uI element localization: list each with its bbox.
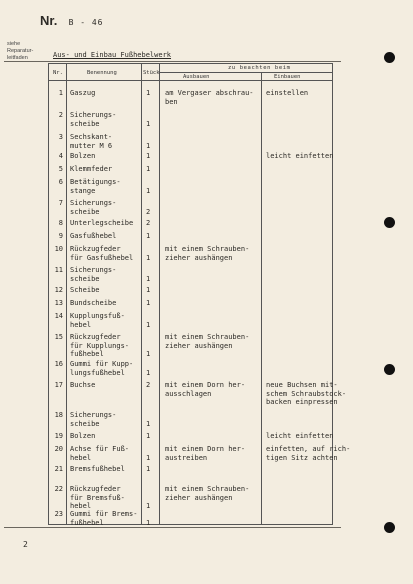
row-quantity: 2 (146, 381, 151, 389)
side-label-line: leitfaden (7, 55, 28, 61)
row-part-name: Bolzen (70, 432, 96, 440)
row-quantity: 1 (146, 419, 151, 428)
row-quantity: 2 (146, 207, 151, 216)
column-header-nr: Nr. (53, 70, 63, 76)
column-header-removal: Ausbauen (183, 74, 210, 80)
row-part-name: Unterlegscheibe (70, 219, 134, 227)
row-number: 18 (54, 411, 63, 419)
row-part-name: für Bremsfuß- (70, 493, 125, 502)
row-part-name: scheibe (70, 207, 100, 216)
row-part-name: hebel (70, 320, 92, 329)
row-part-name: Kupplungsfuß- (70, 312, 125, 320)
page-number-header (40, 13, 103, 28)
punch-hole (384, 522, 395, 533)
row-quantity: 1 (146, 274, 151, 283)
row-number: 16 (54, 360, 63, 368)
column-divider (261, 72, 262, 525)
row-part-name: Achse für Fuß- (70, 445, 130, 453)
row-part-name: hebel (70, 502, 92, 510)
row-part-name: scheibe (70, 119, 100, 128)
side-label-line: siehe (7, 41, 21, 47)
row-removal-note: ben (165, 97, 178, 106)
row-quantity: 1 (146, 502, 151, 510)
row-number: 7 (58, 199, 63, 207)
page-number-footer: 2 (23, 540, 28, 549)
row-number: 22 (54, 485, 63, 493)
row-part-name: Gummi für Brems- (70, 510, 138, 518)
side-label-line: Reparatur- (7, 48, 34, 54)
row-part-name: Rückzugfeder (70, 245, 121, 253)
row-number: 1 (58, 89, 63, 97)
row-number: 4 (58, 152, 63, 160)
row-quantity: 1 (146, 299, 151, 307)
row-part-name: Gasfußhebel (70, 232, 117, 240)
column-header-install: Einbauen (274, 74, 301, 80)
row-quantity: 1 (146, 89, 151, 97)
row-removal-note: mit einem Dorn her- (165, 445, 246, 453)
header-divider (159, 72, 333, 73)
column-header-name: Benennung (87, 70, 117, 76)
row-install-note: tigen Sitz achten (266, 453, 338, 462)
row-number: 3 (58, 133, 63, 141)
row-number: 11 (54, 266, 63, 274)
row-quantity: 1 (146, 186, 151, 195)
row-part-name: für Gasfußhebel (70, 253, 134, 262)
row-part-name: Scheibe (70, 286, 100, 294)
row-quantity: 1 (146, 152, 151, 160)
row-part-name: mutter M 6 (70, 141, 113, 150)
row-part-name: Bundscheibe (70, 299, 117, 307)
row-part-name: für Kupplungs- (70, 341, 130, 350)
row-install-note: einstellen (266, 89, 309, 97)
row-install-note: leicht einfetten (266, 432, 334, 440)
bottom-rule (4, 527, 341, 528)
row-part-name: stange (70, 186, 96, 195)
row-number: 14 (54, 312, 63, 320)
row-number: 9 (58, 232, 63, 240)
row-number: 21 (54, 465, 63, 473)
row-part-name: fußhebel (70, 350, 104, 358)
row-quantity: 1 (146, 432, 151, 440)
row-number: 23 (54, 510, 63, 518)
row-quantity: 1 (146, 141, 151, 150)
row-part-name: Sicherungs- (70, 111, 117, 119)
row-part-name: Sechskant- (70, 133, 113, 141)
row-quantity: 1 (146, 286, 151, 294)
row-removal-note: am Vergaser abschrau- (165, 89, 254, 97)
row-quantity: 1 (146, 368, 151, 377)
column-header-qty: Stück (143, 70, 160, 76)
side-reference-label (7, 41, 33, 62)
punch-hole (384, 364, 395, 375)
column-divider (66, 63, 67, 525)
punch-hole (384, 52, 395, 63)
row-part-name: Sicherungs- (70, 199, 117, 207)
row-removal-note: zieher aushängen (165, 253, 233, 262)
column-divider (141, 63, 142, 525)
row-install-note: schem Schraubstock- (266, 389, 347, 398)
row-number: 12 (54, 286, 63, 294)
row-quantity: 1 (146, 253, 151, 262)
row-quantity: 1 (146, 465, 151, 473)
row-part-name: scheibe (70, 419, 100, 428)
row-part-name: Gummi für Kupp- (70, 360, 134, 368)
row-removal-note: mit einem Schrauben- (165, 333, 250, 341)
row-removal-note: austreiben (165, 453, 208, 462)
row-part-name: Buchse (70, 381, 96, 389)
row-part-name: Betätigungs- (70, 178, 121, 186)
row-part-name: fußhebel (70, 518, 104, 527)
row-quantity: 2 (146, 219, 151, 227)
row-removal-note: mit einem Dorn her- (165, 381, 246, 389)
row-part-name: Rückzugfeder (70, 333, 121, 341)
row-number: 6 (58, 178, 63, 186)
row-number: 17 (54, 381, 63, 389)
column-header-group: zu beachten beim (228, 65, 291, 71)
row-removal-note: ausschlagen (165, 389, 212, 398)
row-part-name: Sicherungs- (70, 266, 117, 274)
section-title: Aus- und Einbau Fußhebelwerk (53, 51, 172, 59)
row-removal-note: mit einem Schrauben- (165, 245, 250, 253)
nr-value: B - 46 (68, 18, 104, 27)
row-part-name: Gaszug (70, 89, 96, 97)
row-quantity: 1 (146, 453, 151, 462)
row-number: 13 (54, 299, 63, 307)
row-part-name: Rückzugfeder (70, 485, 121, 493)
row-part-name: Bolzen (70, 152, 96, 160)
row-quantity: 1 (146, 350, 151, 358)
nr-label: Nr. (40, 13, 58, 28)
column-divider (159, 63, 160, 525)
title-rule (4, 61, 341, 62)
row-number: 10 (54, 245, 63, 253)
row-part-name: Klemmfeder (70, 165, 113, 173)
row-removal-note: zieher aushängen (165, 493, 233, 502)
row-number: 19 (54, 432, 63, 440)
row-quantity: 1 (146, 232, 151, 240)
row-quantity: 1 (146, 119, 151, 128)
row-number: 5 (58, 165, 63, 173)
row-number: 20 (54, 445, 63, 453)
row-install-note: leicht einfetten (266, 152, 334, 160)
row-number: 2 (58, 111, 63, 119)
row-removal-note: mit einem Schrauben- (165, 485, 250, 493)
row-part-name: scheibe (70, 274, 100, 283)
row-install-note: neue Buchsen mit- (266, 381, 338, 389)
row-quantity: 1 (146, 165, 151, 173)
row-number: 8 (58, 219, 63, 227)
row-part-name: Bremsfußhebel (70, 465, 125, 473)
row-part-name: lungsfußhebel (70, 368, 125, 377)
row-removal-note: zieher aushängen (165, 341, 233, 350)
row-part-name: hebel (70, 453, 92, 462)
row-quantity: 1 (146, 320, 151, 329)
row-quantity: 1 (146, 518, 151, 527)
row-part-name: Sicherungs- (70, 411, 117, 419)
row-install-note: backen einpressen (266, 398, 338, 406)
header-divider (48, 80, 333, 81)
row-number: 15 (54, 333, 63, 341)
row-install-note: einfetten, auf rich- (266, 445, 351, 453)
punch-hole (384, 217, 395, 228)
